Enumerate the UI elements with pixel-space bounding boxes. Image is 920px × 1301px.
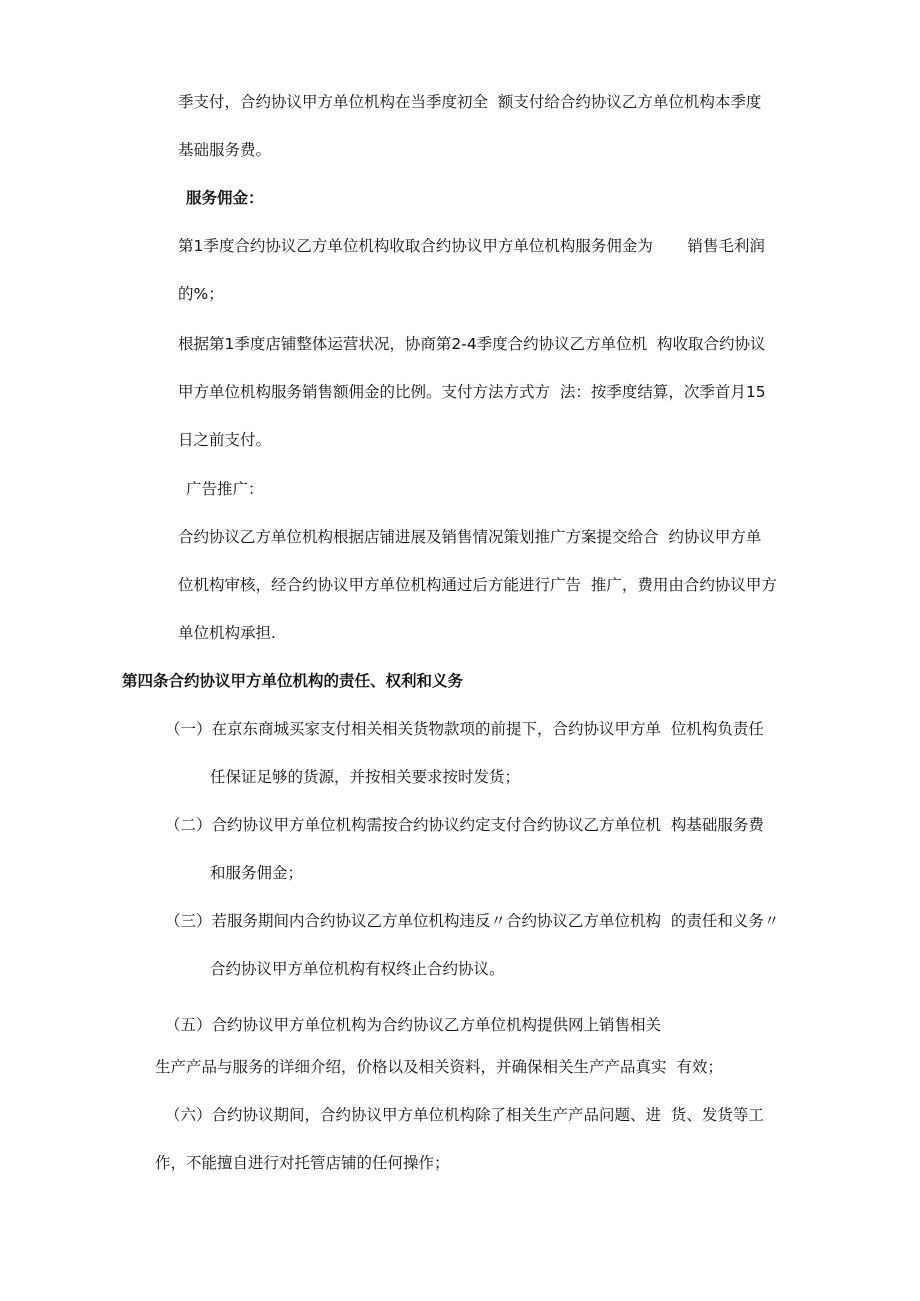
paragraph-line: 位机构审核，经合约协议甲方单位机构通过后方能进行广告 推广，费用由合约协议甲方 <box>178 576 777 594</box>
list-item-continuation: 生产产品与服务的详细介绍，价格以及相关资料，并确保相关生产产品真实 有效； <box>155 1058 723 1076</box>
paragraph-line: 合约协议乙方单位机构根据店铺进展及销售情况策划推广方案提交给合 约协议甲方单 <box>178 528 762 546</box>
paragraph-line: 根据第1季度店铺整体运营状况，协商第2-4季度合约协议乙方单位机 构收取合约协议 <box>178 335 766 353</box>
list-item-continuation: 合约协议甲方单位机构有权终止合约协议。 <box>210 960 505 978</box>
paragraph-line: 甲方单位机构服务销售额佣金的比例。支付方法方式方 法：按季度结算，次季首月15 <box>178 383 766 401</box>
section-heading: 广告推广： <box>186 480 264 498</box>
list-item: （六）合约协议期间，合约协议甲方单位机构除了相关生产产品问题、进 货、发货等工 <box>165 1106 764 1124</box>
paragraph-line: 日之前支付。 <box>178 431 272 449</box>
paragraph-line: 季支付，合约协议甲方单位机构在当季度初全 额支付给合约协议乙方单位机构本季度 <box>178 93 762 111</box>
section-heading: 服务佣金： <box>186 189 264 207</box>
list-item: （五）合约协议甲方单位机构为合约协议乙方单位机构提供网上销售相关 <box>165 1016 662 1034</box>
paragraph-line: 单位机构承担. <box>178 624 276 642</box>
list-item-continuation: 任保证足够的货源，并按相关要求按时发货； <box>210 768 521 786</box>
paragraph-line: 第1季度合约协议乙方单位机构收取合约协议甲方单位机构服务佣金为 销售毛利润 <box>178 237 765 255</box>
article-heading: 第四条合约协议甲方单位机构的责任、权利和义务 <box>122 672 464 690</box>
list-item: （三）若服务期间内合约协议乙方单位机构违反〃合约协议乙方单位机构 的责任和义务〃 <box>165 912 780 930</box>
list-item-continuation: 作，不能擅自进行对托管店铺的任何操作； <box>155 1154 450 1172</box>
list-item-continuation: 和服务佣金； <box>210 864 304 882</box>
paragraph-line: 基础服务费。 <box>178 141 272 159</box>
list-item: （一）在京东商城买家支付相关相关货物款项的前提下，合约协议甲方单 位机构负责任 <box>165 720 764 738</box>
paragraph-line: 的%； <box>178 285 224 303</box>
list-item: （二）合约协议甲方单位机构需按合约协议约定支付合约协议乙方单位机 构基础服务费 <box>165 816 764 834</box>
